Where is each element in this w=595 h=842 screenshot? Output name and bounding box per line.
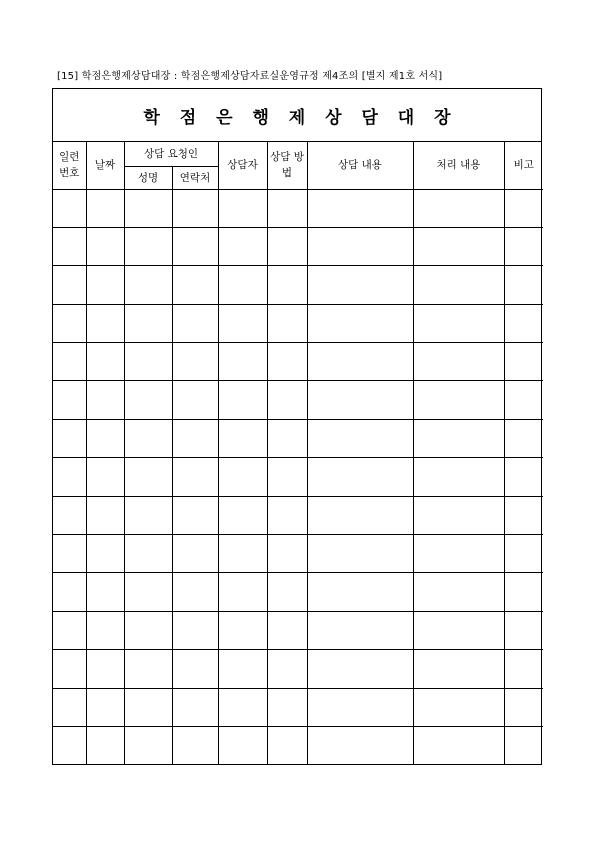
ledger-body (53, 189, 543, 765)
counselor-cell[interactable] (218, 227, 267, 265)
name-cell[interactable] (124, 227, 172, 265)
counselor-cell[interactable] (218, 189, 267, 227)
method-cell[interactable] (267, 381, 307, 419)
processing-cell[interactable] (413, 189, 504, 227)
contact-cell[interactable] (172, 343, 218, 381)
processing-cell[interactable] (413, 573, 504, 611)
content-header: 상담 내용 (307, 142, 413, 189)
table-row (53, 381, 543, 419)
content-cell[interactable] (307, 304, 413, 342)
remarks-cell[interactable] (504, 611, 543, 649)
date-cell[interactable] (86, 227, 124, 265)
serial-cell[interactable] (53, 419, 86, 457)
processing-cell[interactable] (413, 611, 504, 649)
processing-cell[interactable] (413, 381, 504, 419)
ledger-table (53, 142, 543, 765)
content-cell[interactable] (307, 458, 413, 496)
date-cell[interactable] (86, 381, 124, 419)
counselor-cell[interactable] (218, 458, 267, 496)
remarks-cell[interactable] (504, 343, 543, 381)
remarks-cell[interactable] (504, 419, 543, 457)
serial-cell[interactable] (53, 573, 86, 611)
table-row (53, 611, 543, 649)
counselor-cell[interactable] (218, 535, 267, 573)
table-row (53, 458, 543, 496)
content-cell[interactable] (307, 496, 413, 534)
remarks-cell[interactable] (504, 726, 543, 764)
method-cell[interactable] (267, 458, 307, 496)
serial-cell[interactable] (53, 227, 86, 265)
counselor-cell[interactable] (218, 304, 267, 342)
date-cell[interactable] (86, 496, 124, 534)
processing-cell[interactable] (413, 650, 504, 688)
remarks-cell[interactable] (504, 573, 543, 611)
serial-number-header (53, 142, 86, 189)
name-header: 성명 (124, 166, 172, 189)
table-row (53, 189, 543, 227)
processing-cell[interactable] (413, 726, 504, 764)
content-cell[interactable] (307, 266, 413, 304)
contact-cell[interactable] (172, 573, 218, 611)
counselor-cell[interactable] (218, 573, 267, 611)
contact-cell[interactable] (172, 227, 218, 265)
method-cell[interactable] (267, 535, 307, 573)
counselor-cell[interactable] (218, 611, 267, 649)
method-cell[interactable] (267, 650, 307, 688)
content-cell[interactable] (307, 650, 413, 688)
date-cell[interactable] (86, 688, 124, 726)
method-cell[interactable] (267, 726, 307, 764)
processing-cell[interactable] (413, 227, 504, 265)
content-cell[interactable] (307, 573, 413, 611)
serial-cell[interactable] (53, 726, 86, 764)
method-cell[interactable] (267, 688, 307, 726)
method-cell[interactable] (267, 419, 307, 457)
method-header-line1: 상담 방 (270, 151, 304, 164)
name-cell[interactable] (124, 189, 172, 227)
content-cell[interactable] (307, 381, 413, 419)
contact-cell[interactable] (172, 419, 218, 457)
requester-group-header: 상담 요청인 (124, 142, 218, 166)
processing-cell[interactable] (413, 535, 504, 573)
contact-cell[interactable] (172, 304, 218, 342)
name-cell[interactable] (124, 535, 172, 573)
counselor-header: 상담자 (218, 142, 267, 189)
date-cell[interactable] (86, 343, 124, 381)
name-cell[interactable] (124, 496, 172, 534)
name-cell[interactable] (124, 266, 172, 304)
date-cell[interactable] (86, 535, 124, 573)
table-row (53, 688, 543, 726)
date-cell[interactable] (86, 189, 124, 227)
method-cell[interactable] (267, 611, 307, 649)
name-cell[interactable] (124, 726, 172, 764)
name-cell[interactable] (124, 688, 172, 726)
processing-cell[interactable] (413, 304, 504, 342)
date-cell[interactable] (86, 419, 124, 457)
document-caption: [15] 학점은행제상담대장 : 학점은행제상담자료실운영규정 제4조의 [별지 제1호 서식] (57, 71, 443, 82)
contact-cell[interactable] (172, 535, 218, 573)
contact-cell[interactable] (172, 611, 218, 649)
ledger-form (52, 88, 542, 765)
method-cell[interactable] (267, 573, 307, 611)
date-cell[interactable] (86, 650, 124, 688)
header-row-1 (53, 142, 543, 166)
method-header (267, 142, 307, 189)
name-cell[interactable] (124, 304, 172, 342)
table-row (53, 266, 543, 304)
serial-cell[interactable] (53, 189, 86, 227)
name-cell[interactable] (124, 458, 172, 496)
processing-cell[interactable] (413, 343, 504, 381)
content-cell[interactable] (307, 227, 413, 265)
serial-cell[interactable] (53, 496, 86, 534)
serial-header-line1: 일련 (59, 151, 80, 164)
content-cell[interactable] (307, 535, 413, 573)
counselor-cell[interactable] (218, 726, 267, 764)
serial-cell[interactable] (53, 650, 86, 688)
contact-cell[interactable] (172, 189, 218, 227)
serial-header-line2: 번호 (59, 167, 80, 180)
remarks-cell[interactable] (504, 535, 543, 573)
form-title: 학 점 은 행 제 상 담 대 장 (143, 107, 458, 128)
content-cell[interactable] (307, 419, 413, 457)
contact-cell[interactable] (172, 458, 218, 496)
counselor-cell[interactable] (218, 650, 267, 688)
contact-cell[interactable] (172, 650, 218, 688)
table-row (53, 535, 543, 573)
table-row (53, 227, 543, 265)
method-cell[interactable] (267, 227, 307, 265)
date-cell[interactable] (86, 726, 124, 764)
remarks-cell[interactable] (504, 496, 543, 534)
method-cell[interactable] (267, 496, 307, 534)
remarks-cell[interactable] (504, 650, 543, 688)
counselor-cell[interactable] (218, 381, 267, 419)
remarks-cell[interactable] (504, 381, 543, 419)
counselor-cell[interactable] (218, 496, 267, 534)
name-cell[interactable] (124, 611, 172, 649)
processing-cell[interactable] (413, 458, 504, 496)
remarks-cell[interactable] (504, 227, 543, 265)
serial-cell[interactable] (53, 381, 86, 419)
table-row (53, 343, 543, 381)
name-cell[interactable] (124, 650, 172, 688)
serial-cell[interactable] (53, 611, 86, 649)
serial-cell[interactable] (53, 688, 86, 726)
date-cell[interactable] (86, 573, 124, 611)
name-cell[interactable] (124, 381, 172, 419)
serial-cell[interactable] (53, 343, 86, 381)
method-cell[interactable] (267, 304, 307, 342)
counselor-cell[interactable] (218, 419, 267, 457)
contact-cell[interactable] (172, 266, 218, 304)
table-row (53, 650, 543, 688)
counselor-cell[interactable] (218, 266, 267, 304)
content-cell[interactable] (307, 343, 413, 381)
table-row (53, 496, 543, 534)
serial-cell[interactable] (53, 266, 86, 304)
processing-cell[interactable] (413, 688, 504, 726)
title-bar (53, 89, 541, 142)
contact-cell[interactable] (172, 496, 218, 534)
remarks-cell[interactable] (504, 266, 543, 304)
remarks-cell[interactable] (504, 304, 543, 342)
serial-cell[interactable] (53, 535, 86, 573)
table-row (53, 304, 543, 342)
processing-header: 처리 내용 (413, 142, 504, 189)
contact-cell[interactable] (172, 726, 218, 764)
content-cell[interactable] (307, 726, 413, 764)
name-cell[interactable] (124, 573, 172, 611)
date-cell[interactable] (86, 458, 124, 496)
remarks-cell[interactable] (504, 458, 543, 496)
contact-header: 연락처 (172, 166, 218, 189)
processing-cell[interactable] (413, 419, 504, 457)
remarks-cell[interactable] (504, 688, 543, 726)
content-cell[interactable] (307, 189, 413, 227)
date-header: 날짜 (86, 142, 124, 189)
table-row (53, 419, 543, 457)
method-header-line2: 법 (281, 167, 293, 180)
name-cell[interactable] (124, 343, 172, 381)
method-cell[interactable] (267, 189, 307, 227)
date-cell[interactable] (86, 304, 124, 342)
contact-cell[interactable] (172, 381, 218, 419)
remarks-header: 비고 (504, 142, 543, 189)
date-cell[interactable] (86, 611, 124, 649)
contact-cell[interactable] (172, 688, 218, 726)
counselor-cell[interactable] (218, 688, 267, 726)
table-row (53, 573, 543, 611)
date-cell[interactable] (86, 266, 124, 304)
name-cell[interactable] (124, 419, 172, 457)
counselor-cell[interactable] (218, 343, 267, 381)
serial-cell[interactable] (53, 458, 86, 496)
content-cell[interactable] (307, 611, 413, 649)
method-cell[interactable] (267, 266, 307, 304)
table-row (53, 726, 543, 764)
content-cell[interactable] (307, 688, 413, 726)
serial-cell[interactable] (53, 304, 86, 342)
processing-cell[interactable] (413, 266, 504, 304)
processing-cell[interactable] (413, 496, 504, 534)
remarks-cell[interactable] (504, 189, 543, 227)
method-cell[interactable] (267, 343, 307, 381)
